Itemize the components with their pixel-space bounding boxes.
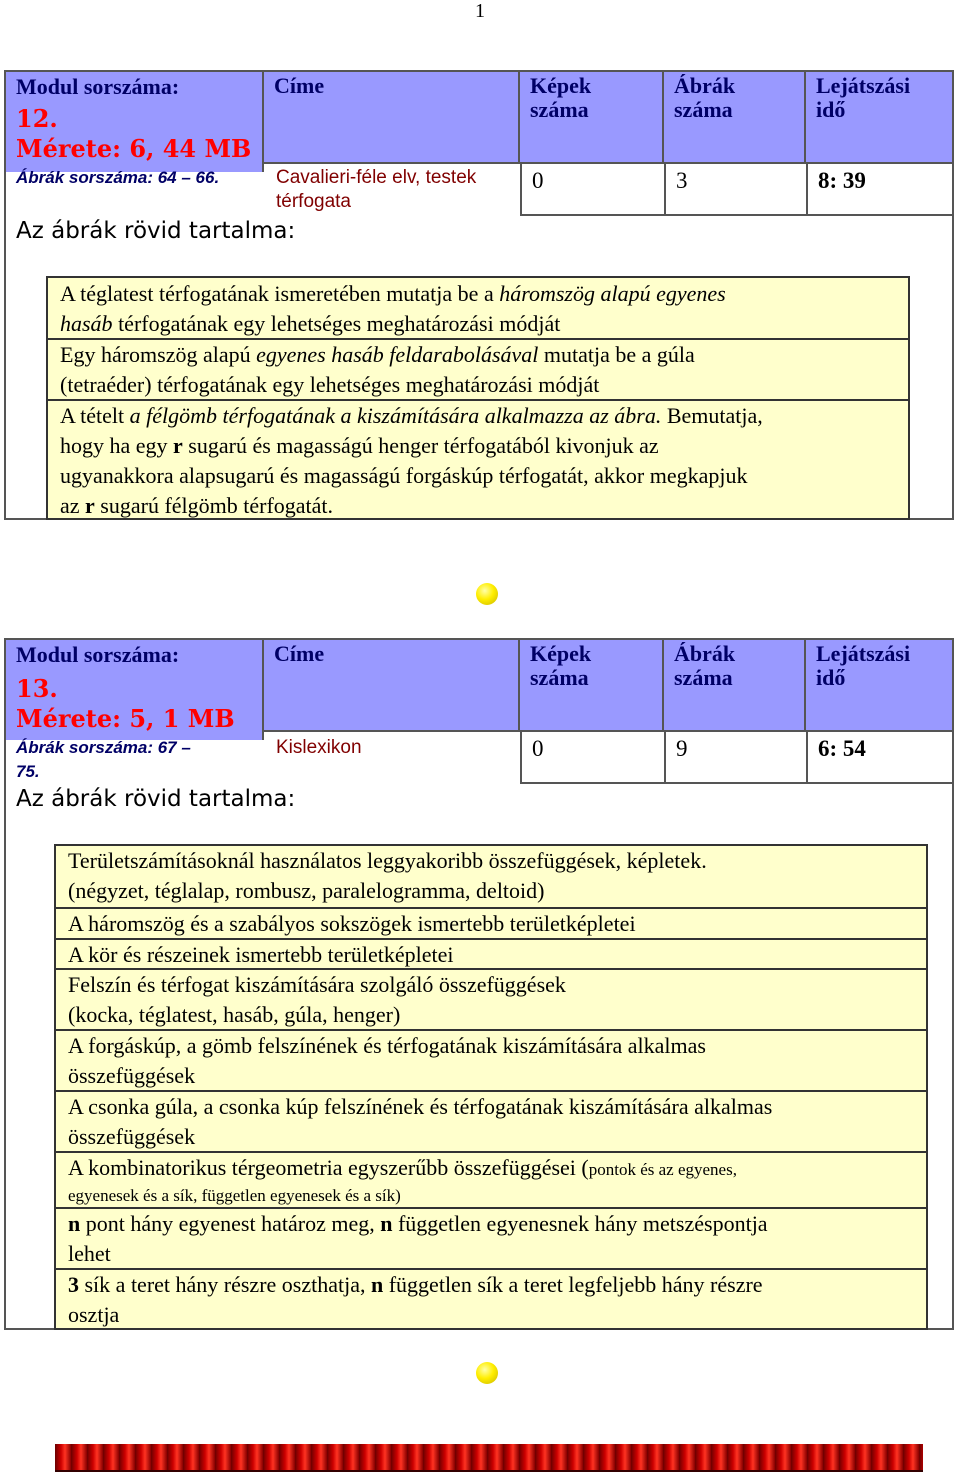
module-label: Modul sorszáma: bbox=[16, 74, 180, 99]
header-duration-col bbox=[806, 640, 952, 732]
summary-row bbox=[56, 846, 926, 907]
summary-label: Az ábrák rövid tartalma: bbox=[16, 786, 296, 812]
row-text-small: pontok és az egyenes, bbox=[588, 1160, 737, 1179]
figure-range-line-2: 75. bbox=[16, 762, 40, 781]
header-duration-label-2: idő bbox=[816, 97, 846, 122]
row-text: Bemutatja, bbox=[661, 403, 763, 428]
module-12-table bbox=[4, 70, 954, 520]
row-text: (kocka, téglatest, hasáb, gúla, henger) bbox=[68, 1002, 401, 1027]
figures-count: 3 bbox=[676, 168, 688, 193]
header-images-col bbox=[520, 640, 664, 732]
figure-range bbox=[16, 736, 191, 784]
red-divider-bar bbox=[55, 1444, 923, 1470]
col-divider bbox=[520, 730, 522, 782]
module-label: Modul sorszáma: bbox=[16, 642, 180, 667]
row-text: független egyenesnek hány metszéspontja bbox=[392, 1211, 768, 1236]
col-divider bbox=[806, 162, 808, 214]
row-text: (tetraéder) térfogatának egy lehetséges meghatározási módját bbox=[60, 372, 600, 397]
module-title: Kislexikon bbox=[276, 737, 362, 758]
header-duration-label-1: Lejátszási bbox=[816, 73, 911, 98]
row-text-small: egyenesek és a sík, független egyenesek és a sík) bbox=[68, 1186, 401, 1205]
summary-row bbox=[48, 399, 908, 520]
row-text-italic: háromszög alapú egyenes bbox=[499, 281, 726, 306]
row-text-italic: hasáb bbox=[60, 311, 113, 336]
summary-row bbox=[48, 278, 908, 338]
summary-row bbox=[56, 1029, 926, 1090]
summary-content bbox=[54, 844, 928, 1330]
yellow-bullet-icon bbox=[476, 1362, 498, 1384]
module-13-table bbox=[4, 638, 954, 1330]
row-text: független sík a teret legfeljebb hány részre bbox=[383, 1272, 763, 1297]
col-divider bbox=[664, 162, 666, 214]
row-text-bold: r bbox=[173, 433, 183, 458]
summary-label: Az ábrák rövid tartalma: bbox=[16, 218, 296, 244]
summary-row bbox=[48, 338, 908, 399]
row-text: sugarú félgömb térfogatát. bbox=[94, 493, 334, 518]
summary-row bbox=[56, 907, 926, 938]
row-text: A háromszög és a szabályos sokszögek ismertebb területképletei bbox=[68, 911, 636, 936]
row-text: hogy ha egy bbox=[60, 433, 174, 458]
row-text: (négyzet, téglalap, rombusz, paralelogramma, deltoid) bbox=[68, 878, 545, 903]
row-text: A forgáskúp, a gömb felszínének és térfogatának kiszámítására alkalmas bbox=[68, 1033, 706, 1058]
row-text: A csonka gúla, a csonka kúp felszínének és térfogatának kiszámítására alkalmas bbox=[68, 1094, 773, 1119]
row-text: pont hány egyenest határoz meg, bbox=[80, 1211, 381, 1236]
header-figures-label-2: száma bbox=[674, 97, 733, 122]
play-duration: 8: 39 bbox=[818, 168, 866, 193]
header-title-label: Címe bbox=[274, 641, 325, 666]
row-text: mutatja be a gúla bbox=[538, 342, 695, 367]
header-divider bbox=[264, 730, 952, 732]
module-size: Mérete: 5, 1 MB bbox=[16, 704, 235, 733]
row-text-bold: r bbox=[85, 493, 95, 518]
header-figures-col bbox=[664, 72, 806, 164]
header-title-label: Címe bbox=[274, 73, 325, 98]
values-divider bbox=[520, 214, 952, 216]
module-number: 12. bbox=[16, 104, 58, 133]
summary-row bbox=[56, 1151, 926, 1207]
images-count: 0 bbox=[532, 168, 544, 193]
row-text-bold: n bbox=[370, 1272, 384, 1297]
module-size: Mérete: 6, 44 MB bbox=[16, 134, 252, 163]
row-text: lehet bbox=[68, 1241, 111, 1266]
row-text: összefüggések bbox=[68, 1063, 196, 1088]
module-title-line-1: Cavalieri-féle elv, testek bbox=[276, 167, 477, 188]
header-figures-label-1: Ábrák bbox=[674, 73, 736, 98]
header-figures-col bbox=[664, 640, 806, 732]
row-text: A kombinatorikus térgeometria egyszerűbb összefüggései ( bbox=[68, 1155, 589, 1180]
row-text: sík a teret hány részre oszthatja, bbox=[79, 1272, 371, 1297]
header-duration-label-2: idő bbox=[816, 665, 846, 690]
summary-row bbox=[56, 1268, 926, 1328]
play-duration: 6: 54 bbox=[818, 736, 866, 761]
row-text: A kör és részeinek ismertebb területképletei bbox=[68, 942, 454, 967]
header-figures-label-1: Ábrák bbox=[674, 641, 736, 666]
col-divider bbox=[664, 730, 666, 782]
header-images-col bbox=[520, 72, 664, 164]
row-text-italic: a félgömb térfogatának a kiszámítására alkalmazza az ábra. bbox=[129, 403, 662, 428]
module-number: 13. bbox=[16, 674, 58, 703]
col-divider bbox=[520, 162, 522, 214]
row-text: Egy háromszög alapú bbox=[60, 342, 257, 367]
header-figures-label-2: száma bbox=[674, 665, 733, 690]
row-text: térfogatának egy lehetséges meghatározási módját bbox=[112, 311, 561, 336]
header-title-col bbox=[264, 72, 520, 164]
col-divider bbox=[806, 730, 808, 782]
module-title-line-2: térfogata bbox=[276, 191, 351, 212]
header-images-label-1: Képek bbox=[530, 73, 592, 98]
row-text: az bbox=[60, 493, 86, 518]
summary-row bbox=[56, 938, 926, 968]
header-images-label-1: Képek bbox=[530, 641, 592, 666]
header-images-label-2: száma bbox=[530, 665, 589, 690]
row-text-bold: n bbox=[68, 1211, 81, 1236]
summary-row bbox=[56, 968, 926, 1029]
module-title bbox=[276, 166, 476, 214]
header-duration-col bbox=[806, 72, 952, 164]
row-text-bold: 3 bbox=[68, 1272, 79, 1297]
row-text-bold: n bbox=[380, 1211, 393, 1236]
header-divider bbox=[264, 162, 952, 164]
header-title-col bbox=[264, 640, 520, 732]
row-text: sugarú és magasságú henger térfogatából kivonjuk az bbox=[182, 433, 659, 458]
figures-count: 9 bbox=[676, 736, 688, 761]
header-duration-label-1: Lejátszási bbox=[816, 641, 911, 666]
row-text: ugyanakkora alapsugarú és magasságú forgáskúp térfogatát, akkor megkapjuk bbox=[60, 463, 748, 488]
summary-row bbox=[56, 1207, 926, 1268]
row-text: A téglatest térfogatának ismeretében mutatja be a bbox=[60, 281, 500, 306]
figure-range-line-1: Ábrák sorszáma: 67 – bbox=[16, 738, 191, 757]
row-text: A tételt bbox=[60, 403, 130, 428]
row-text: Területszámításoknál használatos leggyakoribb összefüggések, képletek. bbox=[68, 848, 707, 873]
values-divider bbox=[520, 782, 952, 784]
row-text: összefüggések bbox=[68, 1124, 196, 1149]
row-text: Felszín és térfogat kiszámítására szolgáló összefüggések bbox=[68, 972, 566, 997]
page-number: 1 bbox=[475, 0, 485, 22]
figure-range: Ábrák sorszáma: 64 – 66. bbox=[16, 168, 220, 187]
row-text: osztja bbox=[68, 1302, 120, 1327]
row-text-italic: egyenes hasáb feldarabolásával bbox=[256, 342, 539, 367]
header-images-label-2: száma bbox=[530, 97, 589, 122]
summary-content bbox=[46, 276, 910, 520]
yellow-bullet-icon bbox=[476, 583, 498, 605]
images-count: 0 bbox=[532, 736, 544, 761]
summary-row bbox=[56, 1090, 926, 1151]
